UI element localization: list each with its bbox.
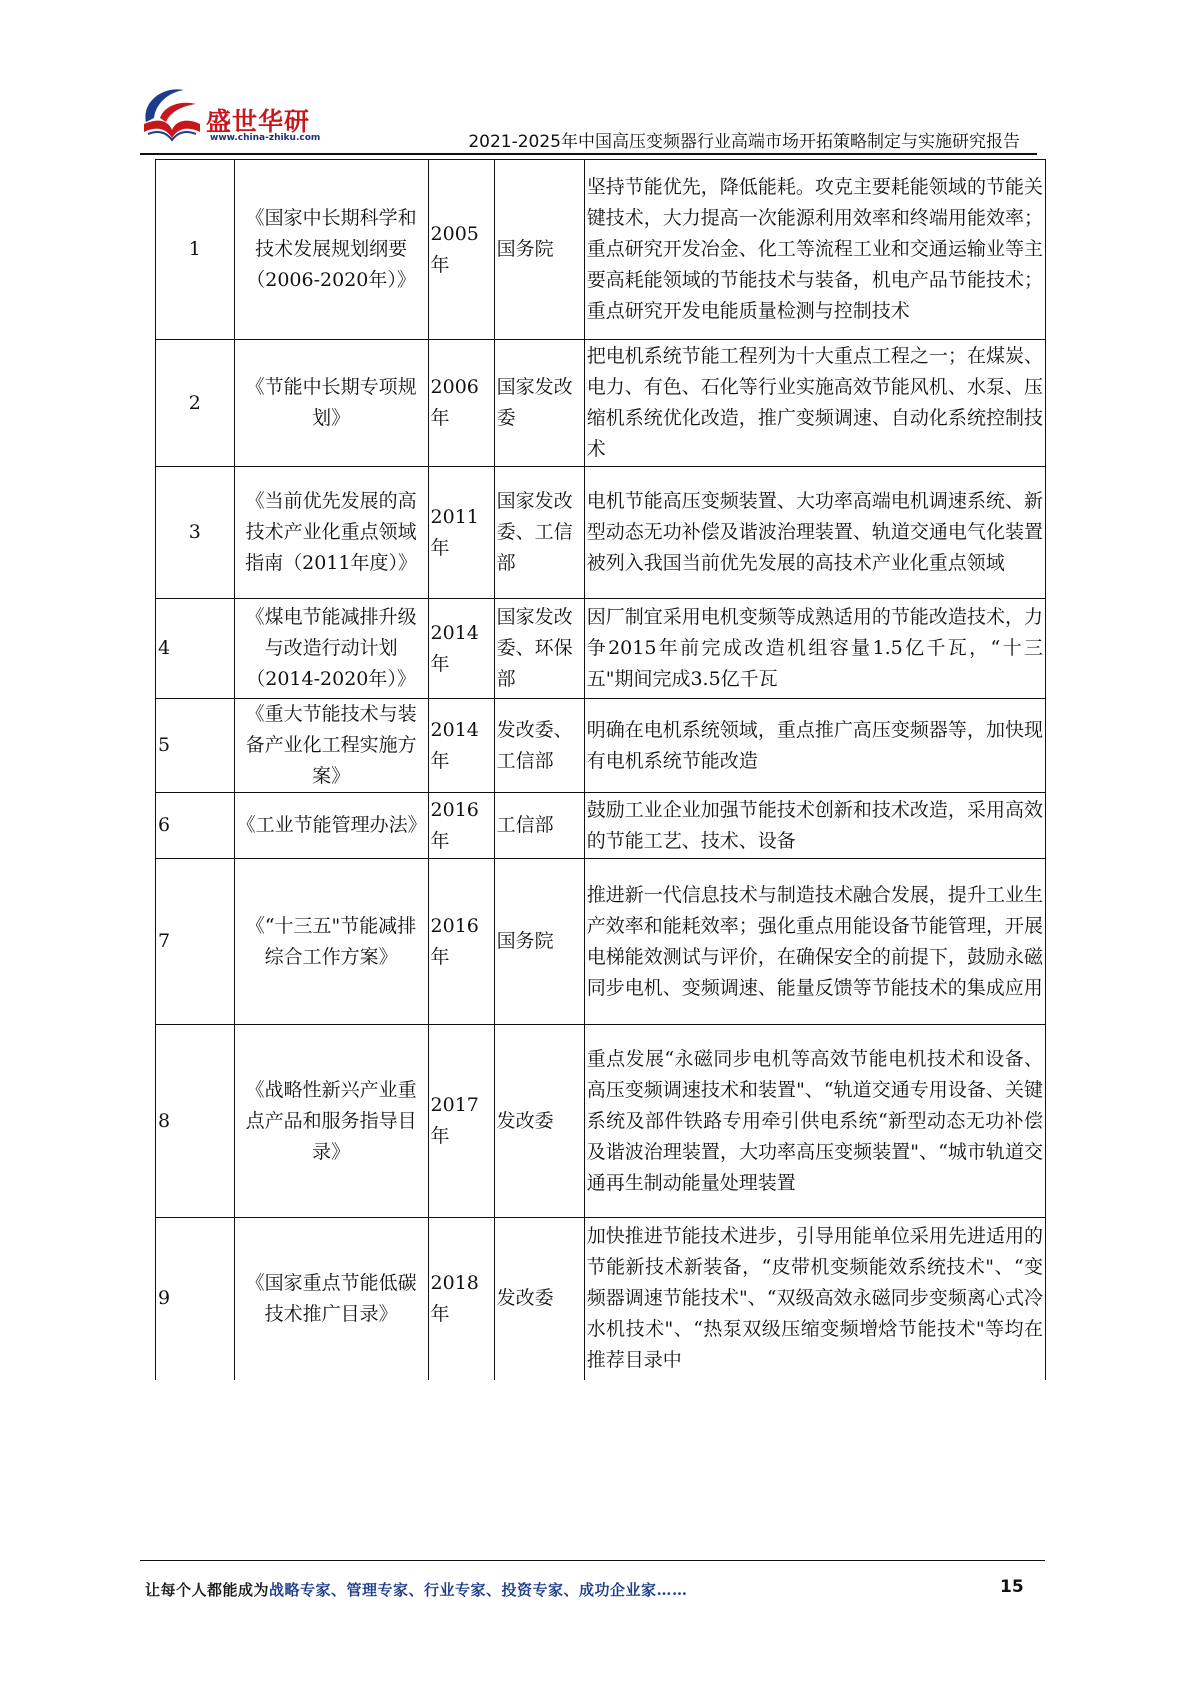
issuing-department: 发改委: [494, 1218, 584, 1380]
table-row: [156, 699, 1046, 793]
issuing-department: 国家发改委、工信部: [494, 467, 584, 599]
row-number: 4: [156, 599, 235, 699]
table-row: [156, 340, 1046, 467]
row-number: 5: [156, 699, 235, 793]
issue-year: 2017年: [428, 1025, 494, 1218]
table-row: [156, 467, 1046, 599]
row-number: 2: [156, 340, 235, 467]
issuing-department: 发改委: [494, 1025, 584, 1218]
issue-year: 2014年: [428, 599, 494, 699]
issue-year: 2011年: [428, 467, 494, 599]
row-number: 7: [156, 859, 235, 1025]
table-row: [156, 160, 1046, 340]
page-number: 15: [1000, 1577, 1024, 1597]
policy-content: 把电机系统节能工程列为十大重点工程之一；在煤炭、电力、有色、石化等行业实施高效节能风机、水泵、压缩机系统优化改造，推广变频调速、自动化系统控制技术: [584, 340, 1045, 467]
policy-name: 《国家中长期科学和技术发展规划纲要（2006-2020年）》: [234, 160, 428, 340]
table-row: [156, 793, 1046, 859]
slogan-prefix: 让每个人都能成为: [145, 1581, 270, 1599]
policy-name: 《节能中长期专项规划》: [234, 340, 428, 467]
logo-company-name: 盛世华研: [206, 107, 311, 136]
row-number: 8: [156, 1025, 235, 1218]
issuing-department: 国务院: [494, 859, 584, 1025]
report-title: 2021-2025年中国高压变频器行业高端市场开拓策略制定与实施研究报告: [468, 132, 1020, 152]
header-divider: [140, 153, 1037, 155]
issue-year: 2018年: [428, 1218, 494, 1380]
policy-content: 电机节能高压变频装置、大功率高端电机调速系统、新型动态无功补偿及谐波治理装置、轨道交通电气化装置被列入我国当前优先发展的高技术产业化重点领域: [584, 467, 1045, 599]
issue-year: 2014年: [428, 699, 494, 793]
table-row: [156, 1025, 1046, 1218]
table-row: [156, 1218, 1046, 1380]
policy-name: 《“十三五"节能减排综合工作方案》: [234, 859, 428, 1025]
policy-content: 坚持节能优先，降低能耗。攻克主要耗能领域的节能关键技术，大力提高一次能源利用效率和终端用能效率；重点研究开发冶金、化工等流程工业和交通运输业等主要高耗能领域的节能技术与装备，机电产品节能技术；重点研究开发电能质量检测与控制技术: [584, 160, 1045, 340]
company-logo: [140, 82, 321, 150]
table-row: [156, 859, 1046, 1025]
issuing-department: 国家发改委: [494, 340, 584, 467]
issue-year: 2016年: [428, 859, 494, 1025]
policy-name: 《重大节能技术与装备产业化工程实施方案》: [234, 699, 428, 793]
issuing-department: 工信部: [494, 793, 584, 859]
policy-content: 重点发展“永磁同步电机等高效节能电机技术和设备、高压变频调速技术和装置"、“轨道交通专用设备、关键系统及部件铁路专用牵引供电系统“新型动态无功补偿及谐波治理装置，大功率高压变频装置"、“城市轨道交通再生制动能量处理装置: [584, 1025, 1045, 1218]
issue-year: 2005年: [428, 160, 494, 340]
footer-slogan: [145, 1579, 688, 1600]
row-number: 6: [156, 793, 235, 859]
policy-content: 明确在电机系统领域，重点推广高压变频器等，加快现有电机系统节能改造: [584, 699, 1045, 793]
slogan-highlight: 战略专家、管理专家、行业专家、投资专家、成功企业家……: [269, 1581, 688, 1599]
policy-content: 因厂制宜采用电机变频等成熟适用的节能改造技术，力争2015年前完成改造机组容量1.5亿千瓦，“十三五"期间完成3.5亿千瓦: [584, 599, 1045, 699]
policy-name: 《当前优先发展的高技术产业化重点领域指南（2011年度）》: [234, 467, 428, 599]
issue-year: 2006年: [428, 340, 494, 467]
row-number: 1: [156, 160, 235, 340]
policy-name: 《工业节能管理办法》: [234, 793, 428, 859]
policy-content: 推进新一代信息技术与制造技术融合发展，提升工业生产效率和能耗效率；强化重点用能设备节能管理，开展电梯能效测试与评价，在确保安全的前提下，鼓励永磁同步电机、变频调速、能量反馈等节能技术的集成应用: [584, 859, 1045, 1025]
policy-content: 加快推进节能技术进步，引导用能单位采用先进适用的节能新技术新装备，“皮带机变频能效系统技术"、“变频器调速节能技术"、“双级高效永磁同步变频离心式冷水机技术"、“热泵双级压缩变频增焓节能技术"等均在推荐目录中: [584, 1218, 1045, 1380]
policy-table: [155, 159, 1046, 1380]
footer-divider: [140, 1560, 1045, 1561]
book-swoosh-logo-icon: [140, 82, 202, 142]
issuing-department: 发改委、工信部: [494, 699, 584, 793]
row-number: 9: [156, 1218, 235, 1380]
policy-name: 《煤电节能减排升级与改造行动计划（2014-2020年）》: [234, 599, 428, 699]
issuing-department: 国家发改委、环保部: [494, 599, 584, 699]
policy-name: 《国家重点节能低碳技术推广目录》: [234, 1218, 428, 1380]
issue-year: 2016年: [428, 793, 494, 859]
logo-website: www.china-zhiku.com: [210, 133, 321, 143]
policy-name: 《战略性新兴产业重点产品和服务指导目录》: [234, 1025, 428, 1218]
issuing-department: 国务院: [494, 160, 584, 340]
policy-content: 鼓励工业企业加强节能技术创新和技术改造，采用高效的节能工艺、技术、设备: [584, 793, 1045, 859]
row-number: 3: [156, 467, 235, 599]
table-row: [156, 599, 1046, 699]
